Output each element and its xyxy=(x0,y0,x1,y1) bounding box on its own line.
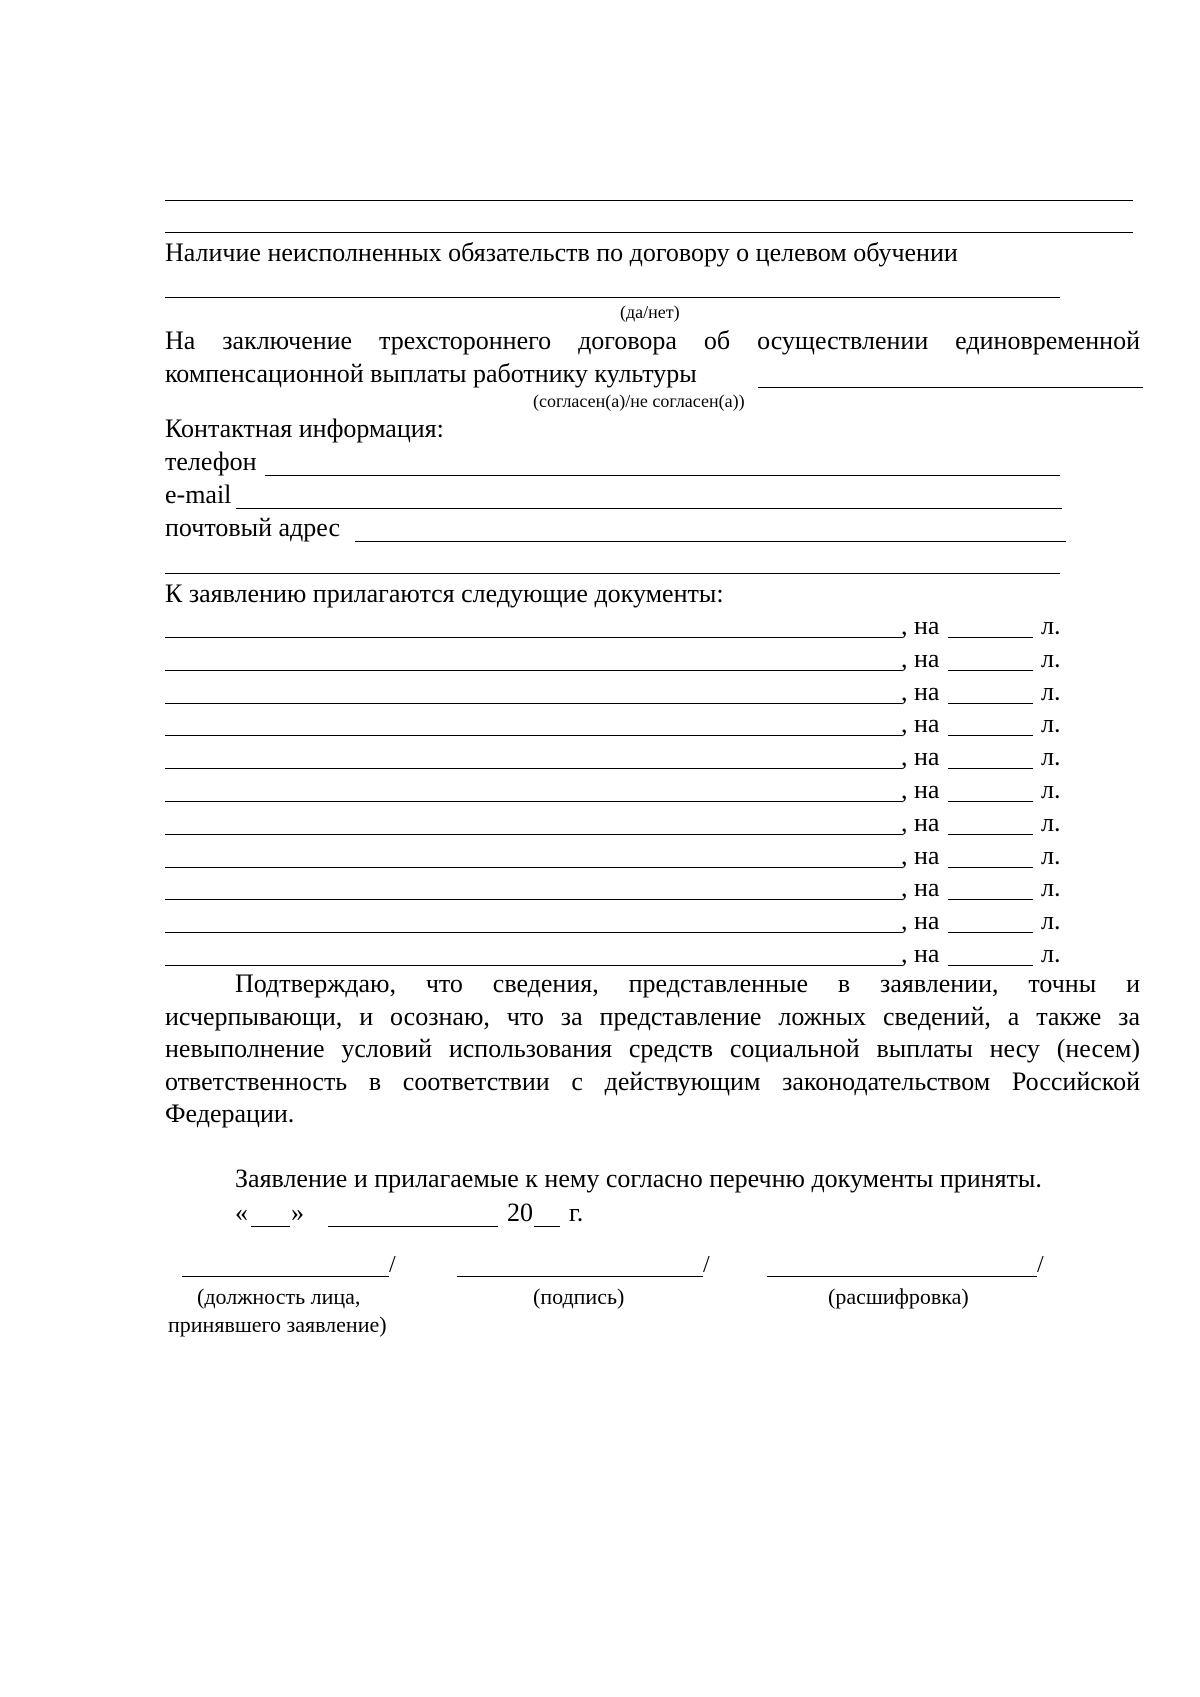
document-sheets-label: л. xyxy=(1041,906,1061,936)
contract-text-line1: На заключение трехстороннего договора об осуществлении единовременной xyxy=(165,326,1140,355)
document-pages-field[interactable] xyxy=(948,768,1033,769)
document-name-field[interactable] xyxy=(165,703,902,704)
document-pages-field[interactable] xyxy=(948,637,1033,638)
document-pages-field[interactable] xyxy=(948,932,1033,933)
slash-1: / xyxy=(389,1252,396,1278)
document-row xyxy=(165,677,1065,709)
document-na-label: , на xyxy=(901,873,940,903)
document-row xyxy=(165,873,1065,905)
postal-field[interactable] xyxy=(355,541,1066,542)
documents-heading: К заявлению прилагаются следующие документы: xyxy=(165,579,724,608)
document-na-label: , на xyxy=(901,643,940,673)
obligations-answer-line[interactable] xyxy=(165,297,1060,298)
confirmation-text: Подтверждаю, что сведения, представленные в заявлении, точны и исчерпывающи, и осознаю, что за представление ложных сведений, а также за невыполнение условий использования средств социальной выплаты несу (несем) ответственность в соответствии с действующим законодательством Российской Федерации. xyxy=(165,969,1140,1128)
document-na-label: , на xyxy=(901,807,940,837)
document-na-label: , на xyxy=(901,939,940,968)
contract-answer-line[interactable] xyxy=(758,387,1143,388)
document-na-label: , на xyxy=(901,775,940,804)
document-row xyxy=(165,742,1065,774)
phone-field[interactable] xyxy=(265,475,1060,476)
date-close-quote: » xyxy=(291,1198,304,1227)
document-row xyxy=(165,906,1065,938)
date-open-quote: « xyxy=(235,1198,248,1227)
slash-3: / xyxy=(1037,1252,1044,1278)
blank-line-top-2[interactable] xyxy=(165,232,1133,233)
document-row xyxy=(165,939,1065,971)
position-caption-line1: (должность лица, xyxy=(197,1284,361,1309)
document-pages-field[interactable] xyxy=(948,670,1033,671)
document-pages-field[interactable] xyxy=(948,735,1033,736)
position-field[interactable] xyxy=(182,1276,389,1277)
agree-hint: (согласен(а)/не согласен(а)) xyxy=(533,391,745,411)
date-year-suffix: г. xyxy=(569,1198,584,1227)
position-caption-line2: принявшего заявление) xyxy=(168,1312,387,1337)
document-sheets-label: л. xyxy=(1041,939,1061,968)
document-name-field[interactable] xyxy=(165,768,902,769)
document-na-label: , на xyxy=(901,676,940,706)
document-na-label: , на xyxy=(901,742,940,772)
document-na-label: , на xyxy=(901,840,940,870)
obligations-label: Наличие неисполненных обязательств по договору о целевом обучении xyxy=(165,238,958,267)
confirmation-paragraph xyxy=(165,968,1140,1131)
contract-text-line2: компенсационной выплаты работнику культуры xyxy=(165,359,697,388)
signature-field[interactable] xyxy=(457,1276,703,1277)
document-sheets-label: л. xyxy=(1041,742,1061,772)
document-name-field[interactable] xyxy=(165,932,902,933)
slash-2: / xyxy=(703,1252,710,1278)
date-year-field[interactable] xyxy=(534,1226,560,1227)
contact-heading: Контактная информация: xyxy=(165,414,444,443)
document-sheets-label: л. xyxy=(1041,873,1061,903)
document-name-field[interactable] xyxy=(165,735,902,736)
document-name-field[interactable] xyxy=(165,801,902,802)
document-name-field[interactable] xyxy=(165,637,902,638)
document-na-label: , на xyxy=(901,709,940,739)
transcript-caption: (расшифровка) xyxy=(828,1284,969,1309)
blank-line-top-1[interactable] xyxy=(165,200,1133,201)
yes-no-hint: (да/нет) xyxy=(620,302,680,322)
date-year-prefix: 20 xyxy=(507,1198,533,1227)
document-row xyxy=(165,611,1065,643)
document-pages-field[interactable] xyxy=(948,867,1033,868)
document-sheets-label: л. xyxy=(1041,807,1061,837)
document-sheets-label: л. xyxy=(1041,709,1061,739)
document-row xyxy=(165,644,1065,676)
date-day-field[interactable] xyxy=(251,1226,290,1227)
document-name-field[interactable] xyxy=(165,834,902,835)
document-pages-field[interactable] xyxy=(948,703,1033,704)
date-month-field[interactable] xyxy=(328,1226,498,1227)
accepted-text: Заявление и прилагаемые к нему согласно перечню документы приняты. xyxy=(235,1164,1042,1193)
phone-label: телефон xyxy=(165,447,257,476)
document-row xyxy=(165,775,1065,807)
document-name-field[interactable] xyxy=(165,670,902,671)
document-pages-field[interactable] xyxy=(948,834,1033,835)
document-row xyxy=(165,841,1065,873)
email-label: e-mail xyxy=(165,480,232,509)
document-pages-field[interactable] xyxy=(948,965,1033,966)
document-pages-field[interactable] xyxy=(948,801,1033,802)
document-row xyxy=(165,709,1065,741)
transcript-field[interactable] xyxy=(767,1276,1037,1277)
document-sheets-label: л. xyxy=(1041,775,1061,804)
signature-caption: (подпись) xyxy=(533,1284,625,1309)
document-sheets-label: л. xyxy=(1041,611,1061,640)
document-row xyxy=(165,808,1065,840)
document-pages-field[interactable] xyxy=(948,899,1033,900)
postal-field-continued[interactable] xyxy=(165,573,1060,574)
document-sheets-label: л. xyxy=(1041,840,1061,870)
document-name-field[interactable] xyxy=(165,899,902,900)
document-name-field[interactable] xyxy=(165,867,902,868)
document-name-field[interactable] xyxy=(165,965,902,966)
document-sheets-label: л. xyxy=(1041,643,1061,673)
email-field[interactable] xyxy=(236,508,1062,509)
document-sheets-label: л. xyxy=(1041,676,1061,706)
document-na-label: , на xyxy=(901,611,940,640)
postal-label: почтовый адрес xyxy=(165,513,340,542)
document-na-label: , на xyxy=(901,906,940,936)
